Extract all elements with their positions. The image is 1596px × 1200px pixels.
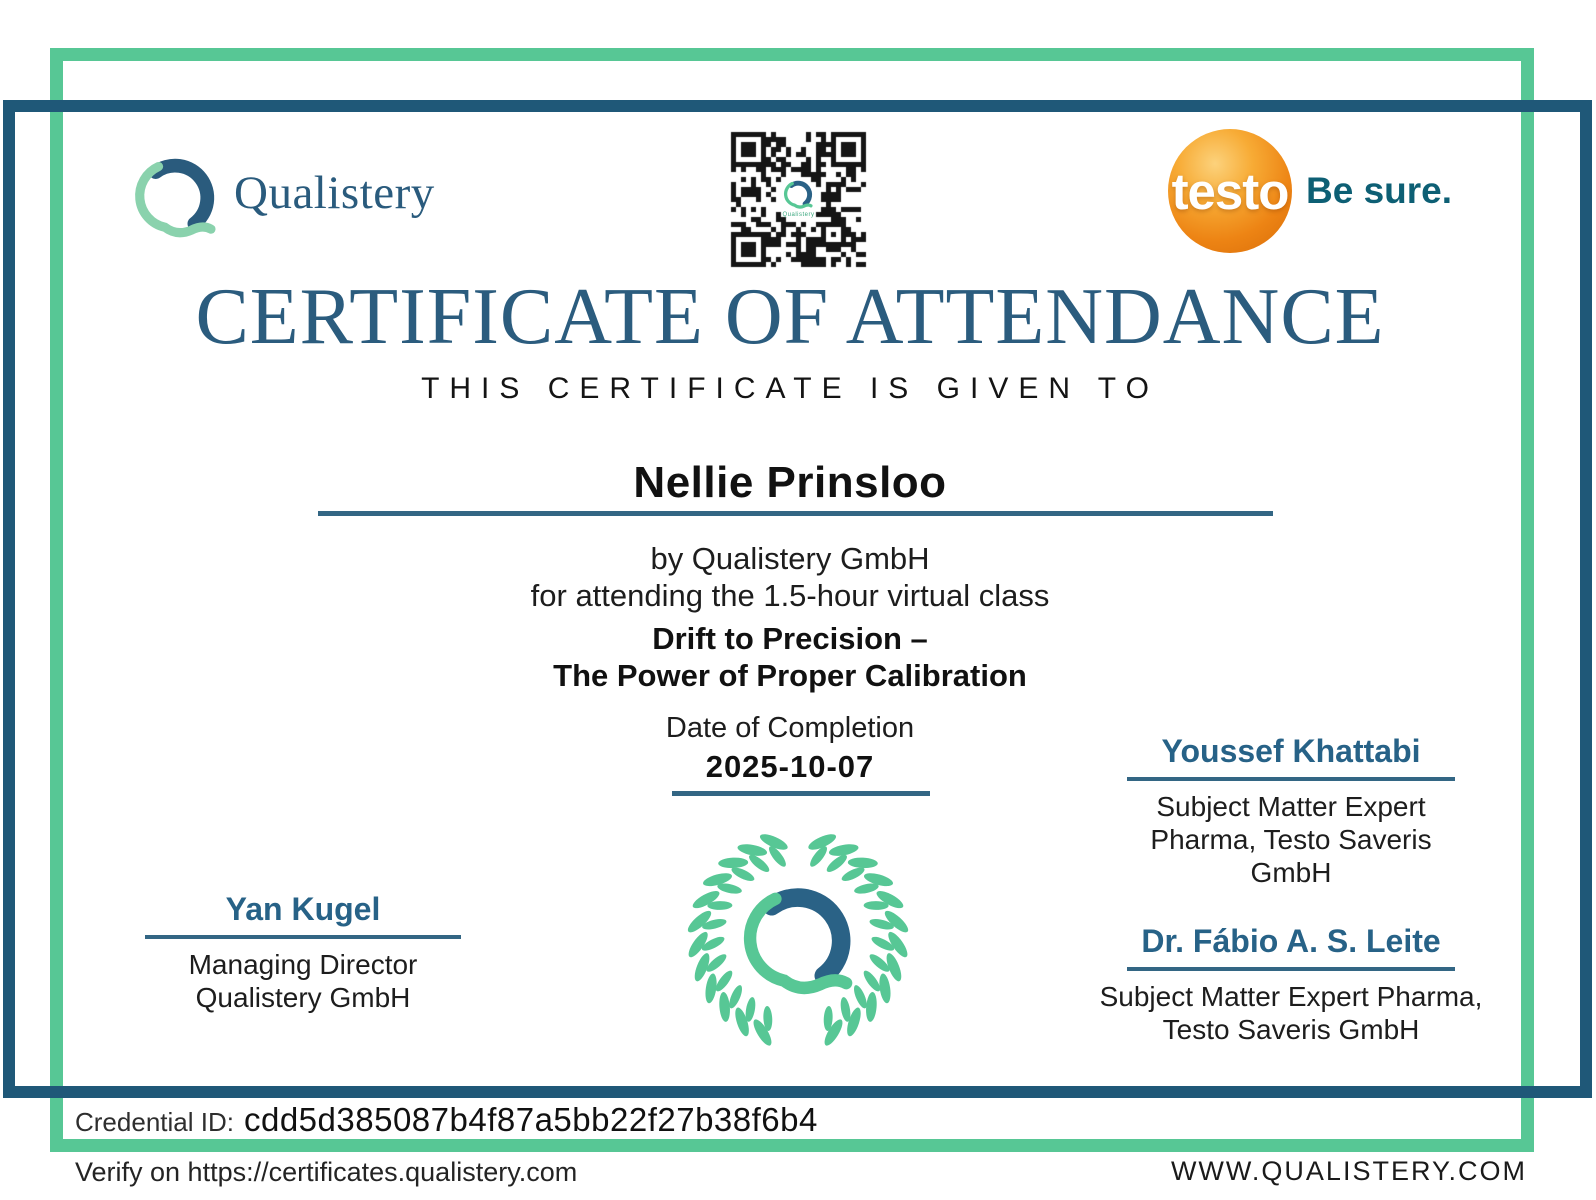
credential-row bbox=[75, 1101, 818, 1139]
signature-rule bbox=[1127, 967, 1455, 971]
laurel-wreath-seal bbox=[681, 820, 915, 1058]
signature-rule bbox=[1127, 777, 1455, 781]
statement-block bbox=[60, 540, 1520, 614]
signatory-title-line: Pharma, Testo Saveris bbox=[1150, 824, 1432, 855]
testo-tagline: Be sure. bbox=[1306, 170, 1453, 211]
attendance-line: for attending the 1.5-hour virtual class bbox=[530, 578, 1050, 613]
qr-center-q-icon bbox=[782, 177, 815, 211]
qualistery-logo bbox=[130, 148, 435, 244]
signatory-title-line: Testo Saveris GmbH bbox=[1162, 1014, 1420, 1045]
certificate-title: CERTIFICATE OF ATTENDANCE bbox=[195, 273, 1385, 361]
signatory-name: Youssef Khattabi bbox=[1161, 733, 1421, 769]
signature-fabio-leite bbox=[1065, 923, 1517, 1046]
website-text: WWW.QUALISTERY.COM bbox=[1170, 1156, 1527, 1186]
course-title-line1: Drift to Precision – bbox=[652, 621, 928, 656]
completion-date-label: Date of Completion bbox=[665, 712, 915, 744]
testo-logo bbox=[1168, 129, 1292, 253]
completion-date-value: 2025-10-07 bbox=[705, 749, 875, 784]
signatory-name: Dr. Fábio A. S. Leite bbox=[1141, 923, 1441, 959]
issuer-line: by Qualistery GmbH bbox=[650, 541, 930, 576]
qr-center-wordmark: Qualistery bbox=[782, 212, 815, 218]
signatory-name: Yan Kugel bbox=[225, 891, 381, 927]
testo-wordmark: testo bbox=[1171, 162, 1289, 220]
signature-youssef-khattabi bbox=[1065, 733, 1517, 889]
qualistery-q-icon bbox=[130, 148, 222, 244]
credential-id-label: Credential ID: bbox=[75, 1107, 234, 1137]
qualistery-wordmark: Qualistery bbox=[234, 167, 435, 219]
signatory-title-line: GmbH bbox=[1250, 857, 1332, 888]
signature-rule bbox=[145, 935, 461, 939]
verify-url-text: Verify on https://certificates.qualistery.com bbox=[75, 1157, 578, 1187]
completion-date-underline bbox=[672, 791, 930, 796]
signature-yan-kugel bbox=[145, 891, 461, 1014]
certificate-subtitle: THIS CERTIFICATE IS GIVEN TO bbox=[421, 372, 1159, 405]
signatory-title-line: Subject Matter Expert bbox=[1156, 791, 1426, 822]
credential-id-value: cdd5d385087b4f87a5bb22f27b38f6b4 bbox=[243, 1101, 818, 1138]
qr-code bbox=[726, 127, 871, 272]
recipient-name-underline bbox=[318, 511, 1273, 516]
recipient-name: Nellie Prinsloo bbox=[633, 458, 947, 507]
course-title-line2: The Power of Proper Calibration bbox=[553, 658, 1027, 693]
signatory-title-line: Subject Matter Expert Pharma, bbox=[1099, 981, 1483, 1012]
signatory-title-line: Qualistery GmbH bbox=[195, 982, 411, 1013]
signatory-title-line: Managing Director bbox=[188, 949, 418, 980]
course-title bbox=[60, 620, 1520, 694]
